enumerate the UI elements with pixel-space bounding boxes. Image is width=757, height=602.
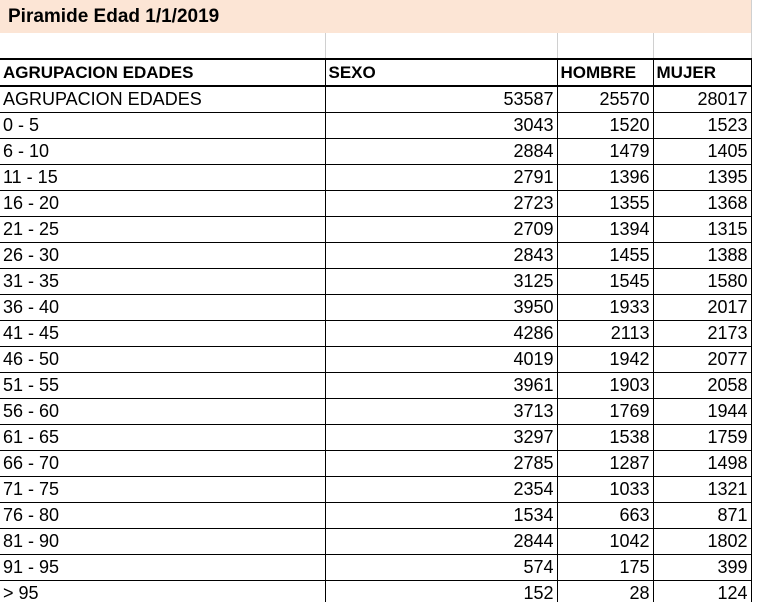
- hombre-cell[interactable]: 2113: [557, 321, 653, 347]
- hombre-cell[interactable]: 28: [557, 581, 653, 602]
- total-cell[interactable]: 2785: [325, 451, 557, 477]
- mujer-cell[interactable]: 1395: [653, 165, 751, 191]
- cell[interactable]: [325, 33, 557, 59]
- total-cell[interactable]: 2709: [325, 217, 557, 243]
- total-cell[interactable]: 2354: [325, 477, 557, 503]
- table-row: [0, 295, 751, 321]
- table-row: [0, 191, 751, 217]
- total-cell[interactable]: 2791: [325, 165, 557, 191]
- table-row: [0, 217, 751, 243]
- mujer-cell[interactable]: 1368: [653, 191, 751, 217]
- mujer-cell[interactable]: 2173: [653, 321, 751, 347]
- total-cell[interactable]: 2844: [325, 529, 557, 555]
- hombre-cell[interactable]: 1942: [557, 347, 653, 373]
- header-agrupacion[interactable]: AGRUPACION EDADES: [0, 59, 325, 86]
- cell[interactable]: [0, 33, 325, 59]
- age-group-cell[interactable]: 51 - 55: [0, 373, 325, 399]
- table-row: [0, 477, 751, 503]
- hombre-cell[interactable]: 1479: [557, 139, 653, 165]
- mujer-cell[interactable]: 1523: [653, 113, 751, 139]
- total-cell[interactable]: 3950: [325, 295, 557, 321]
- cell[interactable]: [653, 33, 751, 59]
- hombre-cell[interactable]: 1903: [557, 373, 653, 399]
- table-row: [0, 555, 751, 581]
- mujer-cell[interactable]: 2058: [653, 373, 751, 399]
- total-cell[interactable]: 2843: [325, 243, 557, 269]
- hombre-cell[interactable]: 1287: [557, 451, 653, 477]
- hombre-cell[interactable]: 1455: [557, 243, 653, 269]
- table-row: [0, 425, 751, 451]
- table-row: [0, 451, 751, 477]
- total-cell[interactable]: 4019: [325, 347, 557, 373]
- mujer-cell[interactable]: 2017: [653, 295, 751, 321]
- table-row: [0, 113, 751, 139]
- mujer-cell[interactable]: 28017: [653, 86, 751, 113]
- mujer-cell[interactable]: 1944: [653, 399, 751, 425]
- age-group-cell[interactable]: 16 - 20: [0, 191, 325, 217]
- header-sexo[interactable]: SEXO: [325, 59, 557, 86]
- hombre-cell[interactable]: 663: [557, 503, 653, 529]
- total-cell[interactable]: 2884: [325, 139, 557, 165]
- hombre-cell[interactable]: 1545: [557, 269, 653, 295]
- table-row: [0, 86, 751, 113]
- age-group-cell[interactable]: AGRUPACION EDADES: [0, 86, 325, 113]
- hombre-cell[interactable]: 1520: [557, 113, 653, 139]
- total-cell[interactable]: 53587: [325, 86, 557, 113]
- hombre-cell[interactable]: 175: [557, 555, 653, 581]
- age-group-cell[interactable]: 66 - 70: [0, 451, 325, 477]
- header-mujer[interactable]: MUJER: [653, 59, 751, 86]
- blank-row: [0, 33, 751, 59]
- table-row: [0, 321, 751, 347]
- table-row: [0, 373, 751, 399]
- age-group-cell[interactable]: 81 - 90: [0, 529, 325, 555]
- age-group-cell[interactable]: 11 - 15: [0, 165, 325, 191]
- hombre-cell[interactable]: 1538: [557, 425, 653, 451]
- total-cell[interactable]: 3043: [325, 113, 557, 139]
- hombre-cell[interactable]: 1769: [557, 399, 653, 425]
- mujer-cell[interactable]: 1498: [653, 451, 751, 477]
- hombre-cell[interactable]: 1933: [557, 295, 653, 321]
- age-group-cell[interactable]: 0 - 5: [0, 113, 325, 139]
- age-group-cell[interactable]: 56 - 60: [0, 399, 325, 425]
- table-row: [0, 581, 751, 602]
- table-row: [0, 529, 751, 555]
- sheet-title[interactable]: Piramide Edad 1/1/2019: [0, 0, 653, 33]
- age-group-cell[interactable]: 91 - 95: [0, 555, 325, 581]
- total-cell[interactable]: 4286: [325, 321, 557, 347]
- mujer-cell[interactable]: 1405: [653, 139, 751, 165]
- table-row: [0, 399, 751, 425]
- hombre-cell[interactable]: 1042: [557, 529, 653, 555]
- age-group-cell[interactable]: 41 - 45: [0, 321, 325, 347]
- age-group-cell[interactable]: 61 - 65: [0, 425, 325, 451]
- mujer-cell[interactable]: 1321: [653, 477, 751, 503]
- mujer-cell[interactable]: 1388: [653, 243, 751, 269]
- age-group-cell[interactable]: 71 - 75: [0, 477, 325, 503]
- hombre-cell[interactable]: 1355: [557, 191, 653, 217]
- hombre-cell[interactable]: 1033: [557, 477, 653, 503]
- title-row: [0, 0, 751, 33]
- age-group-cell[interactable]: 21 - 25: [0, 217, 325, 243]
- total-cell[interactable]: 3713: [325, 399, 557, 425]
- age-group-cell[interactable]: 36 - 40: [0, 295, 325, 321]
- mujer-cell[interactable]: 399: [653, 555, 751, 581]
- mujer-cell[interactable]: 2077: [653, 347, 751, 373]
- title-fill-cell[interactable]: [653, 0, 751, 33]
- age-group-cell[interactable]: 26 - 30: [0, 243, 325, 269]
- header-hombre[interactable]: HOMBRE: [557, 59, 653, 86]
- hombre-cell[interactable]: 1394: [557, 217, 653, 243]
- mujer-cell[interactable]: 1802: [653, 529, 751, 555]
- table-row: [0, 347, 751, 373]
- total-cell[interactable]: 574: [325, 555, 557, 581]
- total-cell[interactable]: 2723: [325, 191, 557, 217]
- table-row: [0, 139, 751, 165]
- total-cell[interactable]: 3961: [325, 373, 557, 399]
- hombre-cell[interactable]: 25570: [557, 86, 653, 113]
- age-group-cell[interactable]: 76 - 80: [0, 503, 325, 529]
- mujer-cell[interactable]: 1315: [653, 217, 751, 243]
- table-row: [0, 243, 751, 269]
- age-group-cell[interactable]: 6 - 10: [0, 139, 325, 165]
- hombre-cell[interactable]: 1396: [557, 165, 653, 191]
- total-cell[interactable]: 152: [325, 581, 557, 602]
- age-group-cell[interactable]: > 95: [0, 581, 325, 602]
- total-cell[interactable]: 3297: [325, 425, 557, 451]
- header-row: [0, 59, 751, 86]
- age-group-cell[interactable]: 46 - 50: [0, 347, 325, 373]
- mujer-cell[interactable]: 1580: [653, 269, 751, 295]
- age-group-cell[interactable]: 31 - 35: [0, 269, 325, 295]
- total-cell[interactable]: 1534: [325, 503, 557, 529]
- mujer-cell[interactable]: 871: [653, 503, 751, 529]
- table-row: [0, 165, 751, 191]
- mujer-cell[interactable]: 1759: [653, 425, 751, 451]
- table-row: [0, 503, 751, 529]
- table-row: [0, 269, 751, 295]
- mujer-cell[interactable]: 124: [653, 581, 751, 602]
- cell[interactable]: [557, 33, 653, 59]
- total-cell[interactable]: 3125: [325, 269, 557, 295]
